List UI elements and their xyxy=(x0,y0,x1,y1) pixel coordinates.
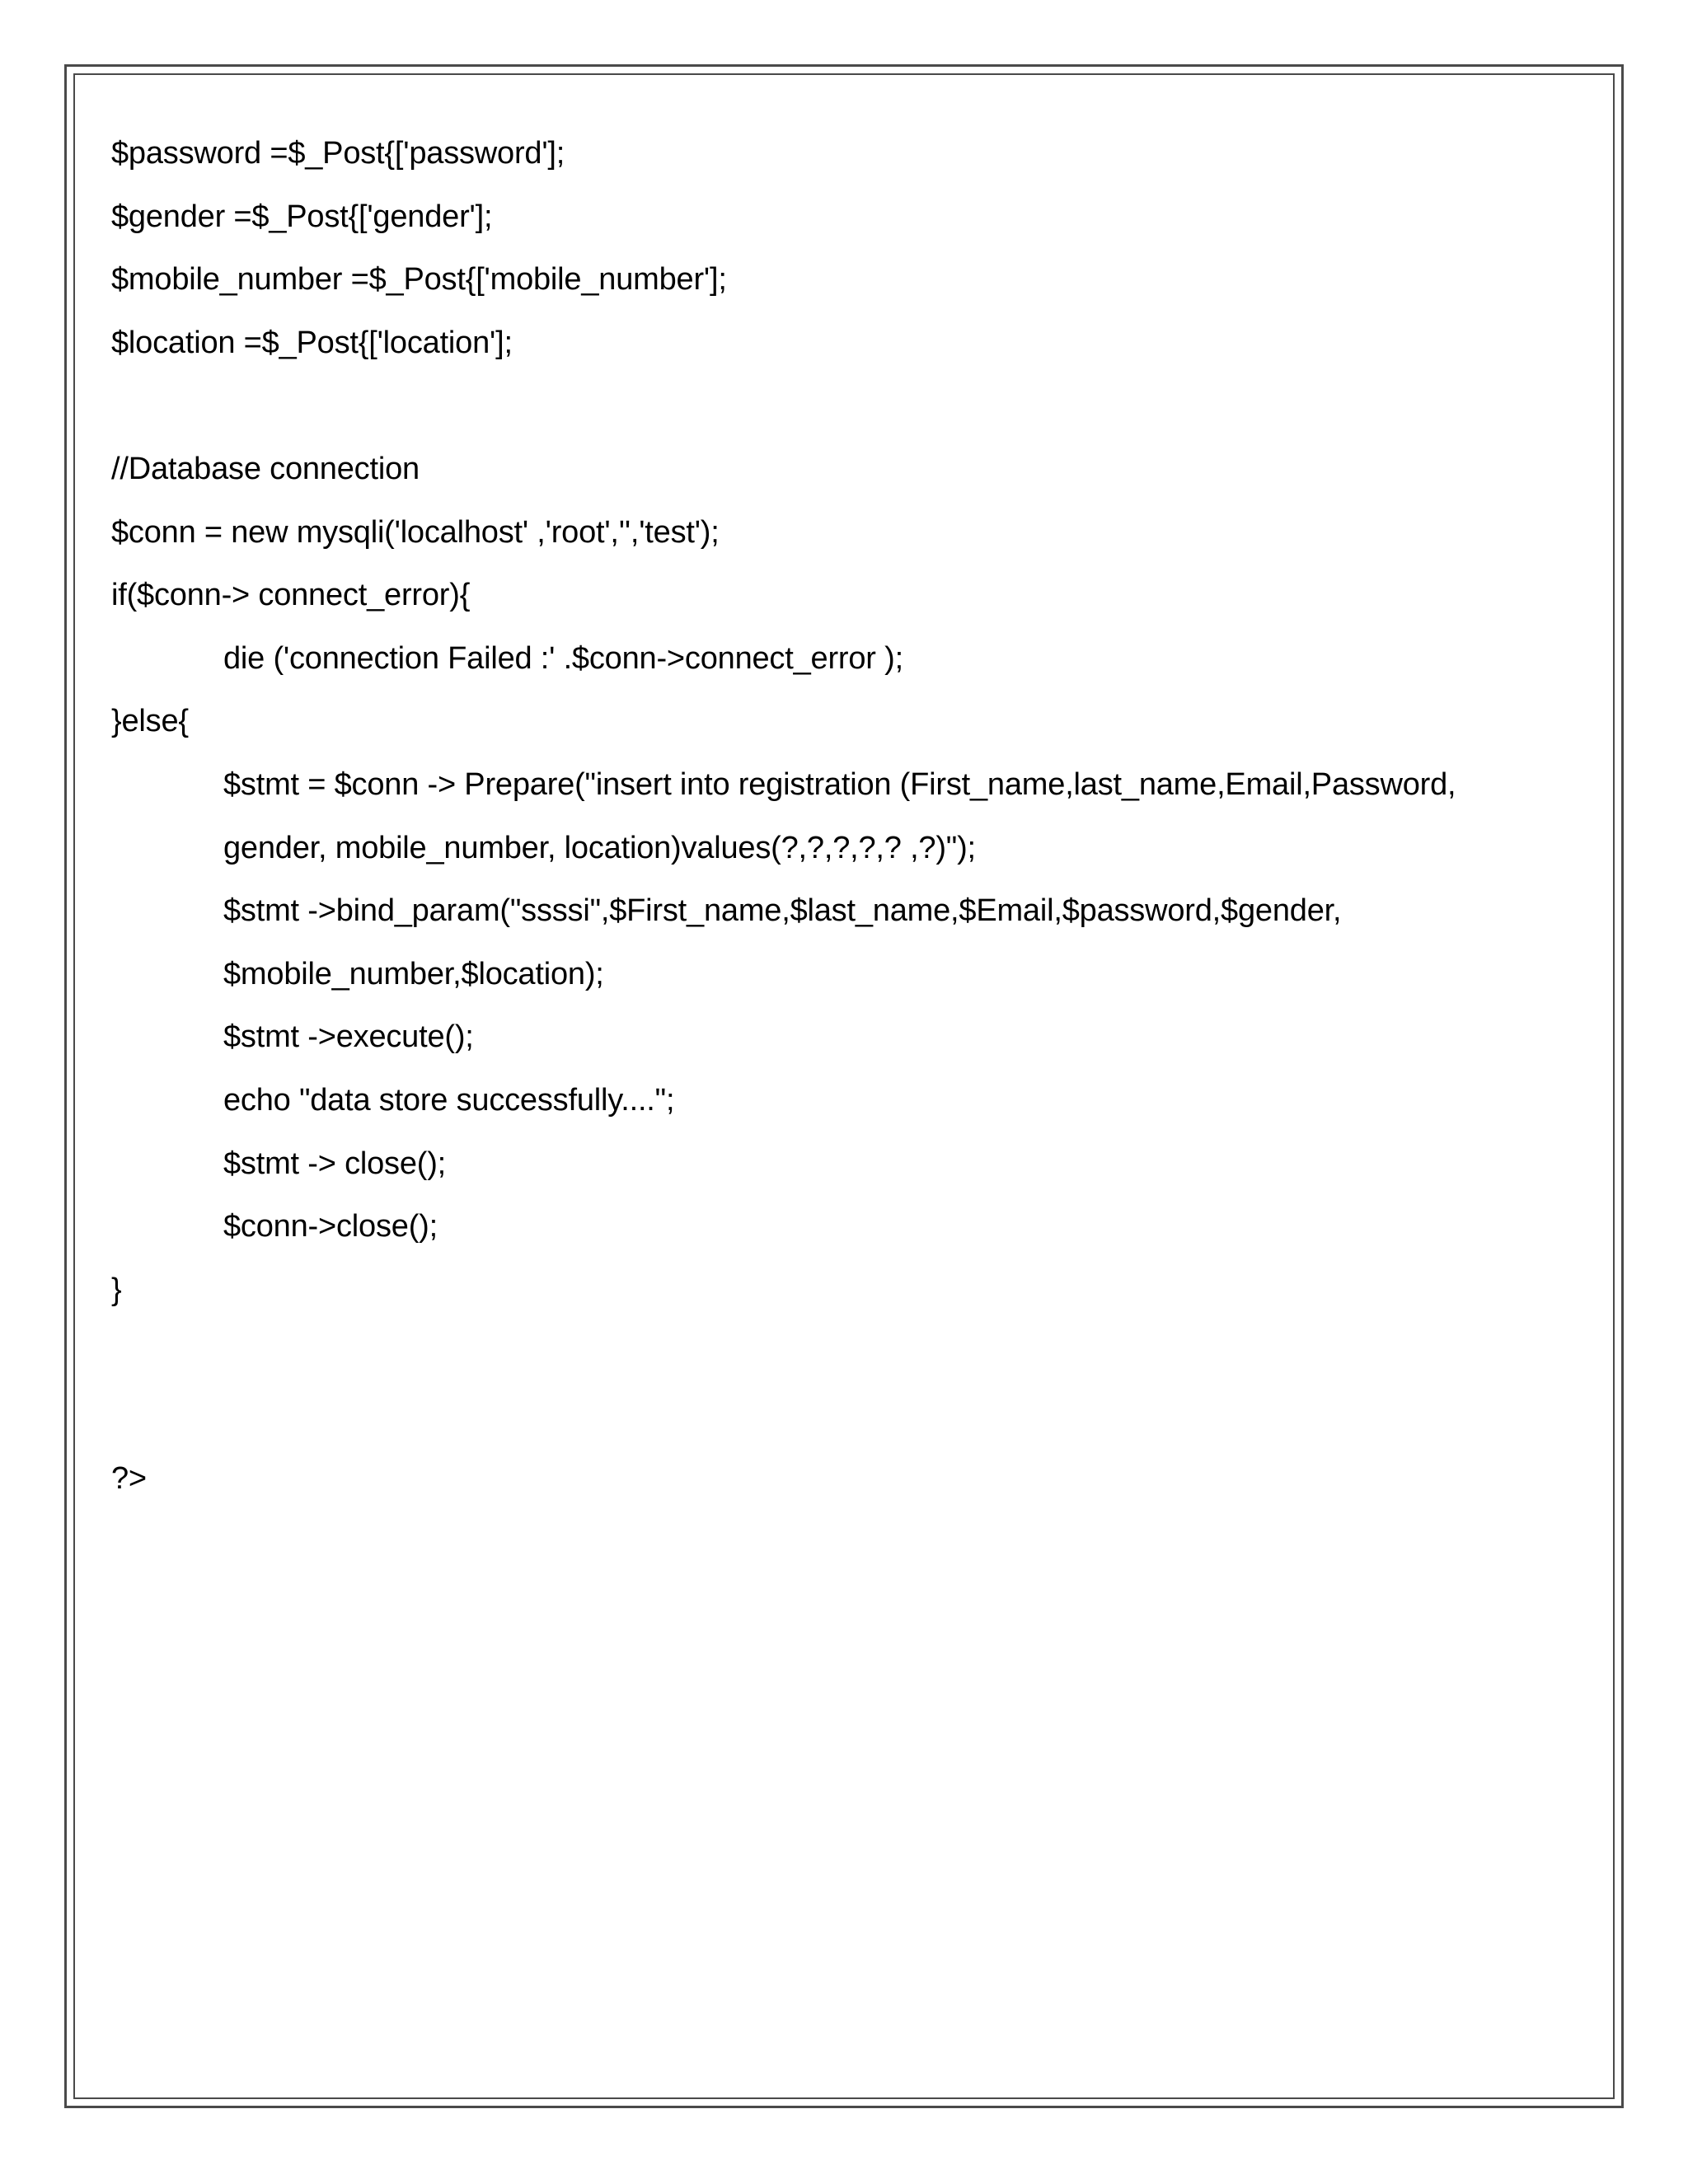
code-line: $stmt ->bind_param("ssssi",$First_name,$last_name,$Email,$password,$gender, xyxy=(223,893,1342,929)
code-line: $password =$_Post{['password']; xyxy=(111,136,565,171)
code-block xyxy=(111,122,1578,1511)
code-line: die ('connection Failed :' .$conn->connect_error ); xyxy=(223,640,903,676)
blank-line xyxy=(111,374,1578,438)
code-line: if($conn-> connect_error){ xyxy=(111,578,471,613)
code-line: ?> xyxy=(111,1461,147,1497)
code-line: $stmt ->execute(); xyxy=(223,1019,474,1055)
code-line: $stmt -> close(); xyxy=(223,1146,447,1181)
code-line: $conn = new mysqli('localhost' ,'root','','test'); xyxy=(111,514,720,550)
code-line: $gender =$_Post{['gender']; xyxy=(111,199,493,234)
code-line: gender, mobile_number, location)values(?,?,?,?,? ,?)"); xyxy=(223,830,976,865)
blank-line xyxy=(111,1385,1578,1448)
code-line: $mobile_number,$location); xyxy=(223,956,604,991)
code-line: } xyxy=(111,1272,122,1307)
code-line: $location =$_Post{['location']; xyxy=(111,325,513,360)
code-line: echo "data store successfully...."; xyxy=(223,1082,675,1118)
code-comment: //Database connection xyxy=(111,451,420,486)
code-line: $conn->close(); xyxy=(223,1209,438,1244)
code-line: }else{ xyxy=(111,704,189,739)
blank-line xyxy=(111,1321,1578,1385)
code-line: $mobile_number =$_Post{['mobile_number']; xyxy=(111,262,727,298)
code-line: $stmt = $conn -> Prepare("insert into registration (First_name,last_name,Email,Password, xyxy=(223,766,1456,802)
